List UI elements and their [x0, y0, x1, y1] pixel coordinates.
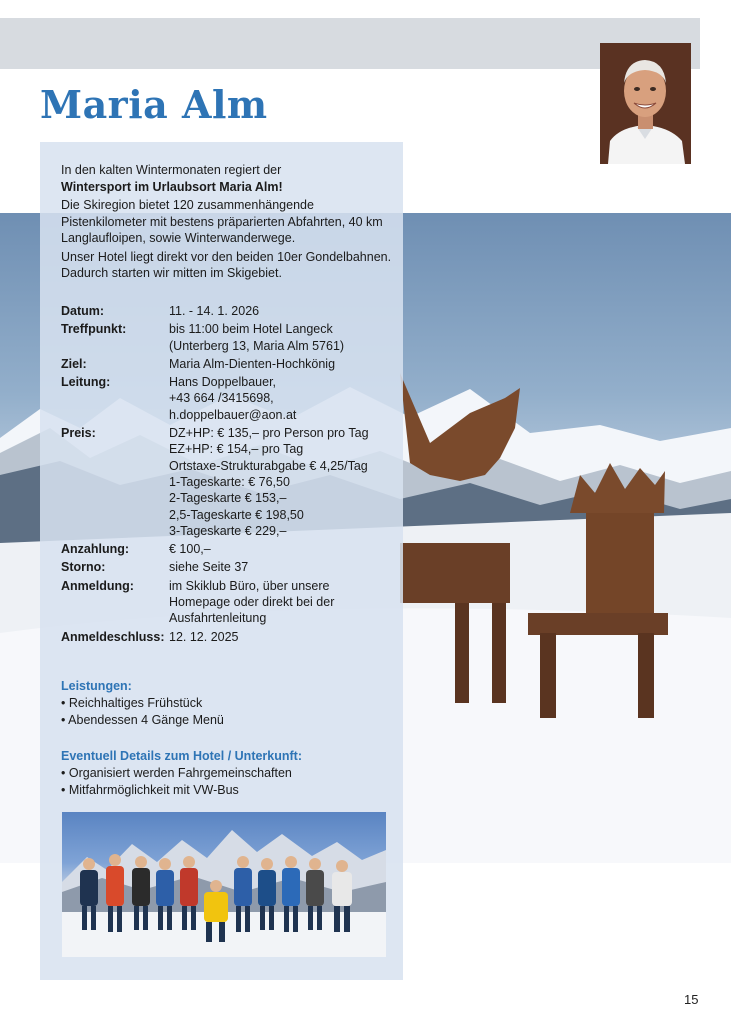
leistungen-heading: Leistungen: — [61, 679, 132, 693]
detail-line: Ausfahrtenleitung — [169, 611, 267, 626]
list-item: • Mitfahrmöglichkeit mit VW-Bus — [61, 782, 401, 799]
list-item: • Abendessen 4 Gänge Menü — [61, 712, 401, 729]
detail-label: Preis: — [61, 426, 96, 441]
intro-paragraph-3: Unser Hotel liegt direkt vor den beiden 10er Gondelbahnen. Dadurch starten wir mitten im Skigebiet. — [61, 249, 392, 280]
list-item: • Reichhaltiges Frühstück — [61, 695, 401, 712]
detail-value: siehe Seite 37 — [169, 560, 249, 575]
detail-line: bis 11:00 beim Hotel Langeck — [169, 322, 333, 337]
list-item: • Organisiert werden Fahrgemeinschaften — [61, 765, 401, 782]
price-line: Ortstaxe-Strukturabgabe € 4,25/Tag — [169, 458, 368, 473]
leistungen-section — [61, 679, 401, 729]
detail-anmeldeschluss — [61, 629, 401, 645]
intro-text — [61, 162, 401, 284]
page-number: 15 — [684, 992, 699, 1007]
price-line: 2-Tageskarte € 153,– — [169, 491, 287, 506]
detail-label: Ziel: — [61, 356, 87, 371]
detail-value: 12. 12. 2025 — [169, 629, 239, 644]
detail-value: € 100,– — [169, 542, 211, 557]
detail-value — [169, 425, 401, 539]
price-line: 1-Tageskarte: € 76,50 — [169, 474, 290, 489]
intro-paragraph-2: Die Skiregion bietet 120 zusammenhängende Pistenkilometer mit bestens präparierten Abfahrten, 40 km Langlaufloipen, sowie Winterwanderwege. — [61, 198, 383, 245]
hotel-section — [61, 749, 401, 799]
detail-value — [169, 578, 401, 627]
email-link[interactable]: h.doppelbauer@aon.at — [169, 407, 297, 422]
detail-label: Datum: — [61, 304, 105, 318]
detail-value: 11. - 14. 1. 2026 — [169, 304, 260, 318]
intro-line-bold: Wintersport im Urlaubsort Maria Alm! — [61, 179, 283, 194]
header-band — [0, 18, 700, 69]
price-line: 3-Tageskarte € 229,– — [169, 523, 287, 538]
intro-line-1: In den kalten Wintermonaten regiert der — [61, 163, 282, 177]
detail-value — [169, 321, 401, 354]
page-title: Maria Alm — [40, 82, 268, 127]
hotel-list — [61, 765, 401, 799]
detail-treffpunkt — [61, 321, 401, 354]
detail-label: Anmeldeschluss: — [61, 629, 165, 644]
detail-anzahlung — [61, 541, 401, 557]
detail-line: im Skiklub Büro, über unsere — [169, 578, 330, 593]
detail-leitung — [61, 374, 401, 423]
detail-label: Storno: — [61, 560, 106, 575]
detail-anmeldung — [61, 578, 401, 627]
detail-preis — [61, 425, 401, 539]
intro-line — [61, 162, 401, 195]
leistungen-list — [61, 695, 401, 729]
detail-label: Anzahlung: — [61, 542, 130, 557]
group-photo — [62, 812, 386, 957]
portrait-photo — [600, 43, 691, 164]
price-line: 2,5-Tageskarte € 198,50 — [169, 507, 304, 522]
price-line: DZ+HP: € 135,– pro Person pro Tag — [169, 426, 369, 441]
detail-label: Anmeldung: — [61, 578, 134, 593]
detail-ziel — [61, 356, 401, 372]
detail-storno — [61, 559, 401, 575]
detail-line: (Unterberg 13, Maria Alm 5761) — [169, 338, 345, 353]
detail-line: Homepage oder direkt bei der — [169, 595, 335, 610]
detail-label: Leitung: — [61, 375, 111, 390]
detail-datum — [61, 303, 401, 319]
detail-value: Maria Alm-Dienten-Hochkönig — [169, 356, 336, 371]
hotel-heading: Eventuell Details zum Hotel / Unterkunft: — [61, 749, 303, 763]
trip-details — [61, 303, 401, 647]
detail-line: Hans Doppelbauer, — [169, 375, 277, 390]
detail-value — [169, 374, 401, 423]
detail-line: +43 664 /3415698, — [169, 391, 274, 406]
detail-label: Treffpunkt: — [61, 322, 127, 337]
price-line: EZ+HP: € 154,– pro Tag — [169, 442, 304, 457]
